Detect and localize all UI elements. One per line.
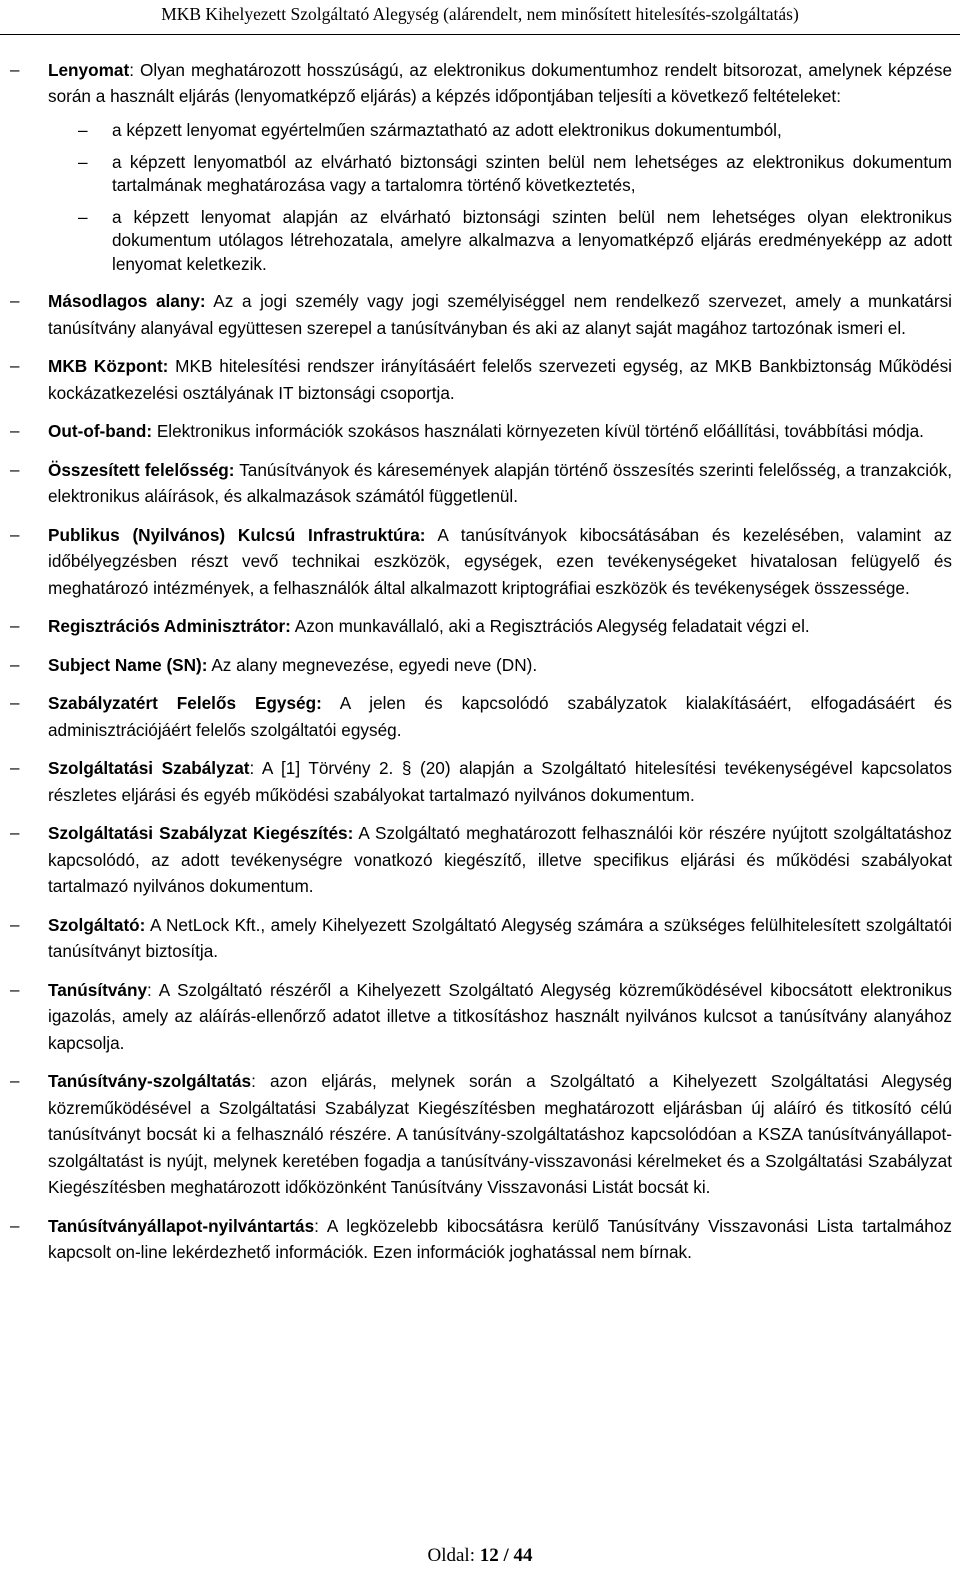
definition-item-szolgaltatasi-szabalyzat	[0, 755, 960, 808]
total-pages: 44	[513, 1545, 533, 1566]
definition-item-osszesitett-felelosseg	[0, 457, 960, 510]
definition-text: A Szolgáltató meghatározott felhasználói kör részére nyújtott szolgáltatáshoz kapcsolódó, az adott tevékenységre vonatkozó kiegészítő, illetve specifikus eljárási és működési szabályokat tartalmazó nyilvános dokumentum.	[48, 823, 953, 896]
bullet-dash: –	[10, 693, 20, 712]
definition-term: Tanúsítvány-szolgáltatás	[48, 1071, 252, 1091]
bullet-dash: –	[78, 120, 88, 140]
bullet-dash: –	[10, 1215, 20, 1235]
definitions-list	[0, 57, 960, 1278]
definition-text: Elektronikus információk szokásos használati környezeten kívül történő előállítási, továbbítási módja.	[152, 421, 924, 441]
definition-text: MKB hitelesítési rendszer irányításáért felelős szervezeti egység, az MKB Bankbiztonság Működési kockázatkezelési osztályának IT biztonsági csoportja.	[48, 356, 952, 403]
definition-term: Out-of-band:	[48, 421, 153, 441]
definition-item-szolgaltato	[0, 912, 960, 965]
bullet-dash: –	[78, 206, 88, 227]
definition-item-subject-name	[0, 652, 960, 679]
definition-term: MKB Központ:	[48, 356, 169, 376]
page-footer	[0, 1545, 960, 1567]
definition-text: A jelen és kapcsolódó szabályzatok kialakításáért, elfogadásáért és adminisztrációjáért felelős szolgáltatói egység.	[48, 693, 952, 740]
definition-item-mkb-kozpont	[0, 353, 960, 406]
definition-item-lenyomat	[0, 57, 960, 109]
definition-text: : Olyan meghatározott hosszúságú, az elektronikus dokumentumhoz rendelt bitsorozat, amelynek képzése során a használt eljárás (lenyomatképző eljárás) a képzés időpontjában teljesíti a következő feltételeket:	[48, 60, 952, 106]
definition-text: A NetLock Kft., amely Kihelyezett Szolgáltató Alegység számára a szükséges felülhitelesített szolgáltatói tanúsítványt biztosítja.	[48, 914, 952, 961]
definition-term: Regisztrációs Adminisztrátor:	[48, 616, 291, 636]
bullet-dash: –	[10, 1071, 20, 1090]
definition-term: Tanúsítványállapot-nyilvántartás	[48, 1215, 315, 1236]
definition-item-pki	[0, 522, 960, 602]
definition-text: Az a jogi személy vagy jogi személyiséggel nem rendelkező szervezet, amely a munkatársi tanúsítvány alanyával együttesen szerepel a tanúsítványban és aki az alanyt saját magához tartozónak ismeri el.	[48, 291, 952, 338]
lenyomat-conditions-list	[0, 119, 960, 276]
bullet-dash: –	[78, 151, 88, 172]
definition-text: : azon eljárás, melynek során a Szolgáltató a Kihelyezett Szolgáltatási Alegység közreműködésével a Szolgáltatási Szabályzat Kiegészítésben meghatározott eljárásban új aláíró és titkosító célú tanúsítványt bocsát ki a felhasználó részére. A tanúsítvány-szolgáltatáshoz kapcsolódóan a KSZA tanúsítványállapot-szolgáltatást is nyújt, melynek keretében fogadja a tanúsítvány-visszavonási kérelmeket és a Szolgáltatási Szabályzat Kiegészítésben meghatározott időközönként Tanúsítvány Visszavonási Listát bocsát ki.	[48, 1071, 952, 1197]
definition-text: : A Szolgáltató részéről a Kihelyezett Szolgáltató Alegység közreműködésével kibocsátott elektronikus igazolás, amely az aláírás-ellenőrző adatot illetve a titkosításhoz használt nyilvános kulcsot a tanúsítvány alanyához kapcsolja.	[48, 979, 952, 1053]
definition-term: Publikus (Nyilvános) Kulcsú Infrastruktúra:	[48, 524, 426, 545]
bullet-dash: –	[10, 654, 20, 674]
definition-text: Az alany megnevezése, egyedi neve (DN).	[207, 654, 538, 675]
definition-term: Szolgáltatási Szabályzat	[48, 758, 250, 778]
current-page-number: 12	[479, 1545, 499, 1566]
condition-item	[0, 151, 960, 198]
condition-text: a képzett lenyomat egyértelműen származtatható az adott elektronikus dokumentumból,	[112, 120, 782, 140]
bullet-dash: –	[10, 291, 20, 310]
definition-item-masodlagos-alany	[0, 288, 960, 341]
definition-text: : A legközelebb kibocsátásra kerülő Tanúsítvány Visszavonási Lista tartalmához kapcsolt on-line lekérdezhető információk. Ezen információk joghatással nem bírnak.	[48, 1215, 952, 1262]
definition-item-tanusitvany-szolgaltatas	[0, 1068, 960, 1201]
page-separator: /	[498, 1545, 514, 1566]
bullet-dash: –	[10, 616, 20, 635]
definition-text: : A [1] Törvény 2. § (20) alapján a Szolgáltató hitelesítési tevékenységével kapcsolatos részletes eljárási és egyéb működési szabályokat tartalmazó nyilvános dokumentum.	[48, 758, 952, 805]
bullet-dash: –	[10, 60, 20, 79]
page-header	[0, 0, 960, 35]
definition-term: Tanúsítvány	[48, 979, 148, 1000]
bullet-dash: –	[10, 823, 20, 842]
condition-item	[0, 206, 960, 277]
condition-item	[0, 119, 960, 143]
bullet-dash: –	[10, 758, 20, 777]
definition-term: Szolgáltatási Szabályzat Kiegészítés:	[48, 823, 354, 843]
definition-item-regisztracios-adminisztrator	[0, 613, 960, 640]
condition-text: a képzett lenyomat alapján az elvárható biztonsági szinten belül nem lehetséges olyan elektronikus dokumentum utólagos létrehozatala, amelyre alkalmazva a lenyomatképző eljárás eredményeképp az adott lenyomat keletkezik.	[112, 206, 952, 274]
definition-text: Tanúsítványok és káresemények alapján történő összesítés szerinti felelősség, a tranzakciók, elektronikus aláírások, és alkalmazások számától függetlenül.	[48, 459, 952, 506]
definition-item-out-of-band	[0, 418, 960, 445]
bullet-dash: –	[10, 914, 20, 934]
definition-item-tanusitvany	[0, 977, 960, 1057]
header-title: MKB Kihelyezett Szolgáltató Alegység (alárendelt, nem minősített hitelesítés-szolgáltatás)	[161, 4, 799, 24]
definition-term: Szolgáltató:	[48, 914, 146, 935]
bullet-dash: –	[10, 979, 20, 999]
bullet-dash: –	[10, 421, 20, 440]
page-label: Oldal:	[427, 1545, 480, 1566]
definition-term: Szabályzatért Felelős Egység:	[48, 693, 322, 713]
definition-term: Lenyomat	[48, 60, 130, 80]
bullet-dash: –	[10, 356, 20, 375]
definition-item-tanusitvanyallapot-nyilvantartas	[0, 1213, 960, 1266]
bullet-dash: –	[10, 524, 20, 544]
condition-text: a képzett lenyomatból az elvárható biztonsági szinten belül nem lehetséges az elektronikus dokumentum tartalmának meghatározása vagy a tartalomra történő következtetés,	[112, 151, 952, 195]
definition-text: A tanúsítványok kibocsátásában és kezelésében, valamint az időbélyegzésben részt vevő technikai eszközök, egységek, ezen tevékenységeket hivatalosan felügyelő és meghatározó intézmények, a felhasználók által alkalmazott kriptográfiai eszközök és tevékenységek összessége.	[48, 524, 952, 598]
definition-term: Subject Name (SN):	[48, 654, 208, 675]
definition-item-szolgaltatasi-szabalyzat-kiegeszites	[0, 820, 960, 900]
bullet-dash: –	[10, 459, 20, 479]
definition-item-szabalyzatert-felelos-egyseg	[0, 690, 960, 743]
definition-term: Összesített felelősség:	[48, 459, 235, 480]
definition-term: Másodlagos alany:	[48, 291, 206, 311]
definition-text: Azon munkavállaló, aki a Regisztrációs Alegység feladatait végzi el.	[290, 616, 810, 636]
